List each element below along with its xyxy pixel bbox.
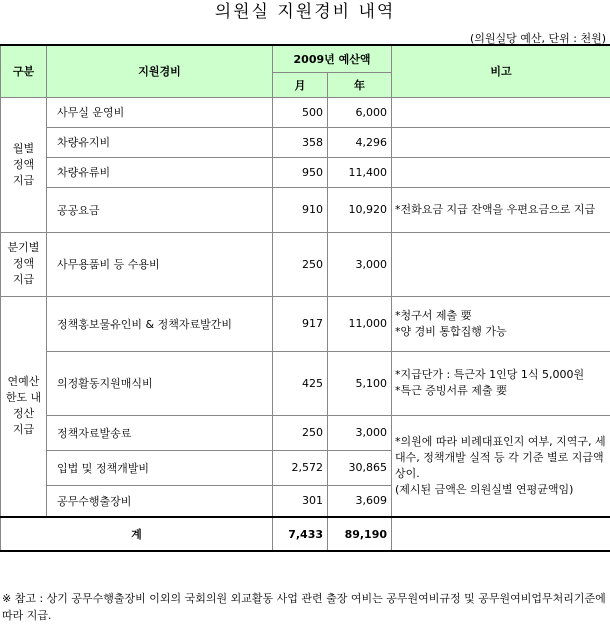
row-item: 정책자료발송료	[47, 415, 273, 450]
row-month: 2,572	[273, 450, 328, 485]
footnote: ※ 참고 : 상기 공무수행출장비 이외의 국회의원 외교활동 사업 관련 출장 여비는 공무원여비규정 및 공무원여비업무처리기준에 따라 지급.	[2, 590, 606, 624]
row-month: 910	[273, 187, 328, 232]
header-note: 비고	[392, 45, 610, 97]
row-year: 3,609	[328, 485, 392, 517]
row-year: 5,100	[328, 351, 392, 415]
row-note	[392, 127, 610, 157]
group-label-quarterly: 분기별 정액 지급	[1, 232, 47, 296]
row-year: 6,000	[328, 97, 392, 127]
row-month: 917	[273, 296, 328, 351]
row-year: 3,000	[328, 232, 392, 296]
total-note	[392, 517, 610, 551]
row-year: 3,000	[328, 415, 392, 450]
row-note: *지급단가 : 특근자 1인당 1식 5,000원 *특근 증빙서류 제출 要	[392, 351, 610, 415]
row-month: 425	[273, 351, 328, 415]
row-month: 500	[273, 97, 328, 127]
row-year: 4,296	[328, 127, 392, 157]
total-label: 계	[1, 517, 273, 551]
row-month: 950	[273, 157, 328, 187]
page-title: 의원실 지원경비 내역	[0, 0, 610, 24]
header-year: 年	[328, 72, 392, 97]
row-note	[392, 157, 610, 187]
row-month: 250	[273, 232, 328, 296]
total-year: 89,190	[328, 517, 392, 551]
row-item: 사무실 운영비	[47, 97, 273, 127]
shared-note: *의원에 따라 비례대표인지 여부, 지역구, 세대수, 정책개발 실적 등 각 기준 별로 지급액 상이. (제시된 금액은 의원실별 연평균액임)	[392, 415, 610, 517]
table-row	[1, 187, 610, 232]
row-year: 11,000	[328, 296, 392, 351]
row-note: *청구서 제출 要 *양 경비 통합집행 가능	[392, 296, 610, 351]
table-row	[1, 351, 610, 415]
row-item: 공무수행출장비	[47, 485, 273, 517]
row-note: *전화요금 지급 잔액을 우편요금으로 지급	[392, 187, 610, 232]
row-note	[392, 97, 610, 127]
row-month: 301	[273, 485, 328, 517]
row-item: 의정활동지원매식비	[47, 351, 273, 415]
row-item: 차량유류비	[47, 157, 273, 187]
table-row	[1, 127, 610, 157]
table-row	[1, 97, 610, 127]
table-row	[1, 415, 610, 450]
table-row	[1, 296, 610, 351]
row-month: 250	[273, 415, 328, 450]
row-item: 차량유지비	[47, 127, 273, 157]
header-budget: 2009년 예산액	[273, 45, 392, 72]
total-row	[1, 517, 610, 551]
group-label-monthly: 월별 정액 지급	[1, 97, 47, 232]
header-item: 지원경비	[47, 45, 273, 97]
table-row	[1, 157, 610, 187]
row-year: 30,865	[328, 450, 392, 485]
header-category: 구분	[1, 45, 47, 97]
expense-table	[0, 44, 610, 552]
row-month: 358	[273, 127, 328, 157]
row-item: 입법 및 정책개발비	[47, 450, 273, 485]
row-year: 10,920	[328, 187, 392, 232]
group-label-annual: 연예산 한도 내 정산 지급	[1, 296, 47, 517]
header-month: 月	[273, 72, 328, 97]
total-month: 7,433	[273, 517, 328, 551]
row-item: 공공요금	[47, 187, 273, 232]
header-row-1	[1, 45, 610, 72]
row-note	[392, 232, 610, 296]
row-item: 사무용품비 등 수용비	[47, 232, 273, 296]
row-item: 정책홍보물유인비 & 정책자료발간비	[47, 296, 273, 351]
table-row	[1, 232, 610, 296]
row-year: 11,400	[328, 157, 392, 187]
unit-caption: (의원실당 예산, 단위 : 천원)	[470, 30, 606, 46]
